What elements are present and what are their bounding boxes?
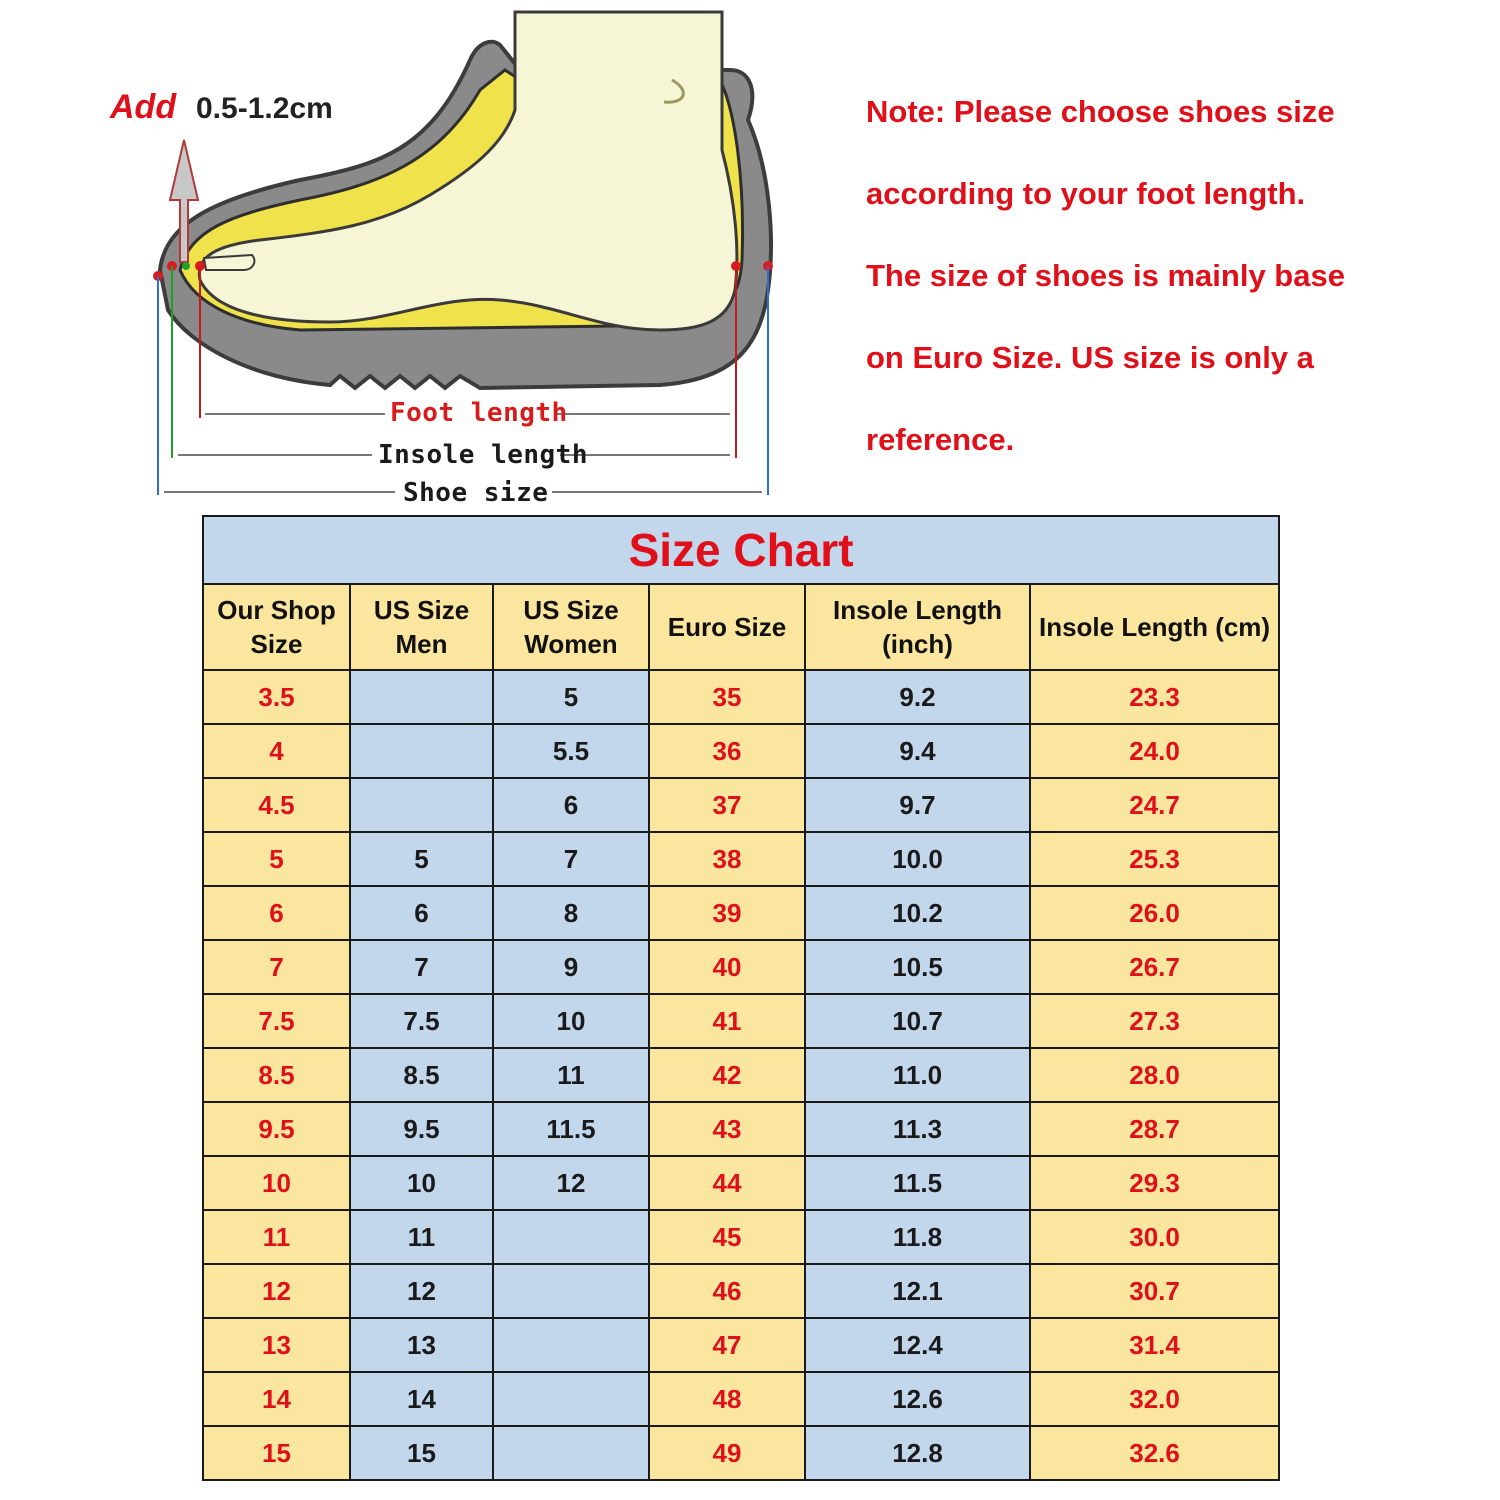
table-row: [203, 1048, 1279, 1102]
euro-size-cell: 46: [649, 1264, 805, 1318]
us-women-cell: [493, 1210, 649, 1264]
us-women-cell: 11.5: [493, 1102, 649, 1156]
insole-length-label: Insole length: [378, 440, 588, 470]
us-men-cell: 13: [350, 1318, 493, 1372]
foot-length-label: Foot length: [390, 398, 568, 428]
euro-size-cell: 42: [649, 1048, 805, 1102]
insole-inch-cell: 10.0: [805, 832, 1030, 886]
insole-cm-cell: 24.7: [1030, 778, 1279, 832]
insole-inch-cell: 10.5: [805, 940, 1030, 994]
table-row: [203, 670, 1279, 724]
shop-size-cell: 15: [203, 1426, 350, 1480]
us-women-cell: 12: [493, 1156, 649, 1210]
euro-size-cell: 47: [649, 1318, 805, 1372]
table-row: [203, 1426, 1279, 1480]
note-line: according to your foot length.: [866, 176, 1306, 211]
note-line: reference.: [866, 422, 1015, 457]
table-row: [203, 832, 1279, 886]
us-men-cell: 11: [350, 1210, 493, 1264]
us-women-cell: 7: [493, 832, 649, 886]
euro-size-cell: 36: [649, 724, 805, 778]
shop-size-cell: 13: [203, 1318, 350, 1372]
add-value: 0.5-1.2cm: [196, 92, 333, 125]
table-row: [203, 778, 1279, 832]
table-row: [203, 1210, 1279, 1264]
insole-inch-cell: 12.1: [805, 1264, 1030, 1318]
size-chart-table: [202, 515, 1280, 1481]
us-women-cell: 11: [493, 1048, 649, 1102]
shop-size-cell: 4.5: [203, 778, 350, 832]
insole-inch-cell: 11.3: [805, 1102, 1030, 1156]
insole-inch-cell: 11.0: [805, 1048, 1030, 1102]
insole-inch-cell: 12.6: [805, 1372, 1030, 1426]
insole-cm-cell: 29.3: [1030, 1156, 1279, 1210]
column-header-insole-cm: Insole Length (cm): [1030, 584, 1279, 670]
table-row: [203, 1264, 1279, 1318]
us-women-cell: [493, 1372, 649, 1426]
column-header-shop-size: Our Shop Size: [203, 584, 350, 670]
insole-cm-cell: 26.0: [1030, 886, 1279, 940]
shop-size-cell: 12: [203, 1264, 350, 1318]
insole-cm-cell: 32.6: [1030, 1426, 1279, 1480]
euro-size-cell: 44: [649, 1156, 805, 1210]
euro-size-cell: 39: [649, 886, 805, 940]
euro-size-cell: 49: [649, 1426, 805, 1480]
insole-inch-cell: 11.5: [805, 1156, 1030, 1210]
insole-cm-cell: 28.7: [1030, 1102, 1279, 1156]
euro-size-cell: 43: [649, 1102, 805, 1156]
insole-cm-cell: 32.0: [1030, 1372, 1279, 1426]
insole-cm-cell: 28.0: [1030, 1048, 1279, 1102]
shop-size-cell: 8.5: [203, 1048, 350, 1102]
size-chart-title: Size Chart: [203, 516, 1279, 584]
note-line: on Euro Size. US size is only a: [866, 340, 1314, 375]
insole-cm-cell: 30.0: [1030, 1210, 1279, 1264]
shop-size-cell: 14: [203, 1372, 350, 1426]
us-men-cell: 6: [350, 886, 493, 940]
table-row: [203, 1156, 1279, 1210]
insole-inch-cell: 12.4: [805, 1318, 1030, 1372]
us-men-cell: 8.5: [350, 1048, 493, 1102]
shop-size-cell: 10: [203, 1156, 350, 1210]
insole-inch-cell: 10.2: [805, 886, 1030, 940]
table-row: [203, 886, 1279, 940]
insole-cm-cell: 24.0: [1030, 724, 1279, 778]
insole-inch-cell: 11.8: [805, 1210, 1030, 1264]
shop-size-cell: 11: [203, 1210, 350, 1264]
us-men-cell: 7.5: [350, 994, 493, 1048]
column-header-insole-inch: Insole Length (inch): [805, 584, 1030, 670]
column-header-us-men: US Size Men: [350, 584, 493, 670]
us-women-cell: 8: [493, 886, 649, 940]
shop-size-cell: 9.5: [203, 1102, 350, 1156]
table-row: [203, 1318, 1279, 1372]
euro-size-cell: 45: [649, 1210, 805, 1264]
insole-cm-cell: 30.7: [1030, 1264, 1279, 1318]
insole-cm-cell: 31.4: [1030, 1318, 1279, 1372]
size-note: [866, 88, 1486, 498]
us-women-cell: [493, 1264, 649, 1318]
us-women-cell: 10: [493, 994, 649, 1048]
table-row: [203, 1372, 1279, 1426]
us-men-cell: 12: [350, 1264, 493, 1318]
insole-inch-cell: 10.7: [805, 994, 1030, 1048]
us-men-cell: 15: [350, 1426, 493, 1480]
column-header-us-women: US Size Women: [493, 584, 649, 670]
column-header-euro-size: Euro Size: [649, 584, 805, 670]
table-row: [203, 1102, 1279, 1156]
insole-inch-cell: 9.7: [805, 778, 1030, 832]
euro-size-cell: 48: [649, 1372, 805, 1426]
foot-measurement-diagram: [0, 0, 820, 515]
us-men-cell: [350, 724, 493, 778]
note-line: Note: Please choose shoes size: [866, 94, 1335, 129]
euro-size-cell: 40: [649, 940, 805, 994]
euro-size-cell: 35: [649, 670, 805, 724]
shop-size-cell: 4: [203, 724, 350, 778]
shop-size-cell: 6: [203, 886, 350, 940]
insole-cm-cell: 23.3: [1030, 670, 1279, 724]
table-row: [203, 994, 1279, 1048]
insole-cm-cell: 27.3: [1030, 994, 1279, 1048]
note-line: The size of shoes is mainly base: [866, 258, 1345, 293]
euro-size-cell: 41: [649, 994, 805, 1048]
shoe-foot-illustration: [0, 0, 820, 515]
us-men-cell: 5: [350, 832, 493, 886]
us-men-cell: 9.5: [350, 1102, 493, 1156]
shop-size-cell: 5: [203, 832, 350, 886]
shoe-size-label: Shoe size: [403, 478, 549, 508]
shop-size-cell: 7.5: [203, 994, 350, 1048]
euro-size-cell: 37: [649, 778, 805, 832]
us-men-cell: 10: [350, 1156, 493, 1210]
us-men-cell: 14: [350, 1372, 493, 1426]
us-women-cell: 5.5: [493, 724, 649, 778]
insole-inch-cell: 9.4: [805, 724, 1030, 778]
euro-size-cell: 38: [649, 832, 805, 886]
us-men-cell: [350, 778, 493, 832]
us-women-cell: [493, 1318, 649, 1372]
us-women-cell: 5: [493, 670, 649, 724]
insole-inch-cell: 12.8: [805, 1426, 1030, 1480]
insole-cm-cell: 26.7: [1030, 940, 1279, 994]
us-men-cell: [350, 670, 493, 724]
us-men-cell: 7: [350, 940, 493, 994]
us-women-cell: 9: [493, 940, 649, 994]
us-women-cell: 6: [493, 778, 649, 832]
insole-cm-cell: 25.3: [1030, 832, 1279, 886]
table-row: [203, 724, 1279, 778]
shop-size-cell: 3.5: [203, 670, 350, 724]
table-row: [203, 940, 1279, 994]
add-label: Add: [110, 88, 177, 126]
us-women-cell: [493, 1426, 649, 1480]
insole-inch-cell: 9.2: [805, 670, 1030, 724]
shop-size-cell: 7: [203, 940, 350, 994]
